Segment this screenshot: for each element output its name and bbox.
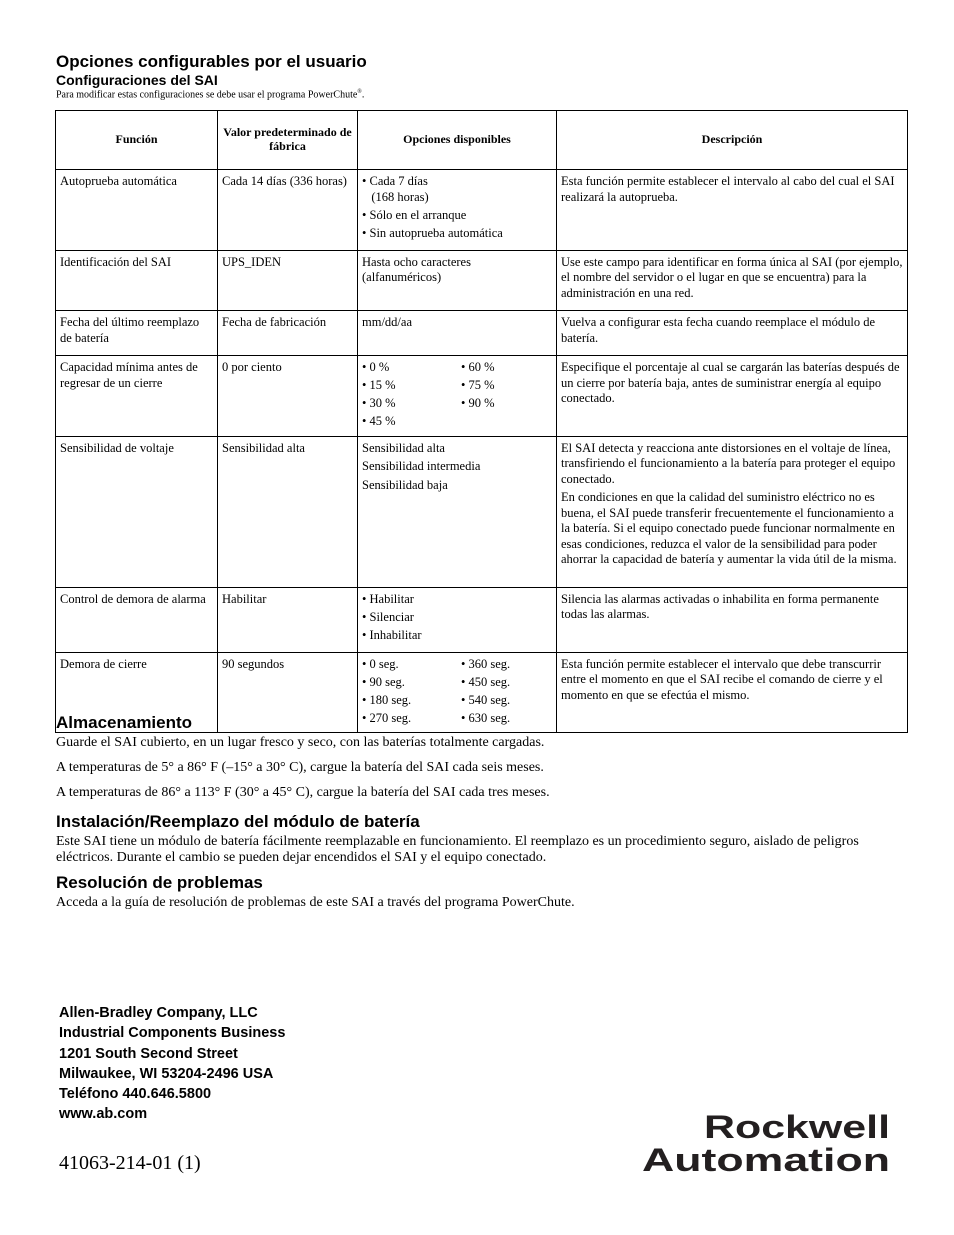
option-item: • Sólo en el arranque bbox=[362, 207, 467, 222]
cell-valor: Fecha de fabricación bbox=[218, 311, 358, 356]
publication-number: 41063-214-01 (1) bbox=[59, 1152, 201, 1174]
option-item: • Cada 7 días bbox=[362, 174, 428, 188]
col-header-descripcion: Descripción bbox=[557, 111, 908, 170]
storage-heading: Almacenamiento bbox=[56, 713, 193, 732]
option-item: • 360 seg. bbox=[461, 656, 511, 671]
col-header-opciones: Opciones disponibles bbox=[358, 111, 557, 170]
col-header-funcion: Función bbox=[56, 111, 218, 170]
storage-paragraph: A temperaturas de 86° a 113° F (30° a 45° C), cargue la batería del SAI cada tres meses. bbox=[56, 785, 550, 800]
section-subtitle: Configuraciones del SAI bbox=[56, 72, 218, 88]
description-text: El SAI detecta y reacciona ante distorsiones en el voltaje de línea, transfiriendo el funcionamiento a la batería para proteger el equipo conectado. bbox=[561, 440, 896, 486]
table-row bbox=[56, 311, 908, 356]
cell-opciones bbox=[358, 587, 557, 652]
config-note-text: Para modificar estas configuraciones se debe usar el programa PowerChute bbox=[56, 89, 358, 101]
option-item: • Habilitar bbox=[362, 591, 414, 606]
rockwell-automation-logo bbox=[642, 1110, 892, 1174]
cell-opciones bbox=[358, 356, 557, 437]
cell-opciones bbox=[358, 436, 557, 587]
cell-funcion: Fecha del último reemplazo de batería bbox=[56, 311, 218, 356]
page-title: Opciones configurables por el usuario bbox=[56, 52, 367, 71]
company-division: Industrial Components Business bbox=[59, 1025, 286, 1042]
cell-valor: UPS_IDEN bbox=[218, 250, 358, 311]
cell-descripcion bbox=[557, 170, 908, 251]
cell-descripcion bbox=[557, 311, 908, 356]
table-row bbox=[56, 356, 908, 437]
option-item: • 45 % bbox=[362, 414, 396, 428]
option-item: • 90 % bbox=[461, 396, 495, 410]
battery-replacement-heading: Instalación/Reemplazo del módulo de batería bbox=[56, 812, 420, 831]
option-item: • Silenciar bbox=[362, 609, 414, 624]
storage-paragraph: Guarde el SAI cubierto, en un lugar fresco y seco, con las baterías totalmente cargadas. bbox=[56, 735, 545, 750]
logo-line-1: Rockwell bbox=[704, 1110, 890, 1145]
option-item: • 0 seg. bbox=[362, 656, 399, 671]
cell-valor: Habilitar bbox=[218, 587, 358, 652]
option-item: • 90 seg. bbox=[362, 674, 405, 689]
phone-number: Teléfono 440.646.5800 bbox=[59, 1086, 212, 1103]
table-row bbox=[56, 250, 908, 311]
cell-opciones bbox=[358, 652, 557, 733]
street-address: 1201 South Second Street bbox=[59, 1045, 238, 1062]
cell-opciones: Hasta ocho caracteres (alfanuméricos) bbox=[358, 250, 557, 311]
option-item: • Sin autoprueba automática bbox=[362, 225, 503, 240]
col-header-valor: Valor predeterminado de fábrica bbox=[218, 111, 358, 170]
cell-descripcion bbox=[557, 587, 908, 652]
option-item: • 180 seg. bbox=[362, 692, 412, 707]
option-item: Sensibilidad alta bbox=[362, 440, 445, 455]
cell-descripcion bbox=[557, 356, 908, 437]
table-header-row bbox=[56, 111, 908, 170]
option-item: (168 horas) bbox=[362, 189, 429, 204]
table-row bbox=[56, 587, 908, 652]
battery-replacement-paragraph: Este SAI tiene un módulo de batería fácilmente reemplazable en funcionamiento. El reemplazo es un procedimiento seguro, aislado de peligros eléctricos. Durante el cambio se pueden dejar encendidos el SAI y el equipo conectado. bbox=[56, 834, 859, 865]
registered-mark: ® bbox=[357, 89, 362, 95]
website: www.ab.com bbox=[59, 1106, 148, 1123]
storage-paragraph: A temperaturas de 5° a 86° F (–15° a 30° C), cargue la batería del SAI cada seis meses. bbox=[56, 760, 544, 775]
config-note-end: . bbox=[361, 89, 365, 101]
description-text: Especifique el porcentaje al cual se cargarán las baterías después de un cierre por batería baja, antes de suministrar energía al equipo conectado. bbox=[561, 360, 900, 405]
description-text: Silencia las alarmas activadas o inhabilita en forma permanente todas las alarmas. bbox=[561, 591, 879, 621]
troubleshooting-paragraph: Acceda a la guía de resolución de problemas de este SAI a través del programa PowerChute. bbox=[56, 895, 575, 910]
cell-opciones bbox=[358, 170, 557, 251]
logo-line-2: Automation bbox=[642, 1142, 890, 1174]
config-note bbox=[56, 89, 364, 100]
company-address bbox=[59, 1003, 285, 1125]
option-item: • 75 % bbox=[461, 378, 495, 392]
option-item: • 450 seg. bbox=[461, 674, 511, 689]
option-item: Sensibilidad baja bbox=[362, 477, 448, 492]
company-name: Allen-Bradley Company, LLC bbox=[59, 1005, 258, 1021]
option-item: • 0 % bbox=[362, 360, 390, 374]
option-item: • 270 seg. bbox=[362, 710, 412, 725]
settings-table bbox=[55, 110, 908, 733]
table-row bbox=[56, 436, 908, 587]
option-item: • Inhabilitar bbox=[362, 627, 422, 642]
option-item: • 630 seg. bbox=[461, 710, 511, 725]
option-item: Sensibilidad intermedia bbox=[362, 459, 481, 473]
cell-opciones: mm/dd/aa bbox=[358, 311, 557, 356]
description-text: Vuelva a configurar esta fecha cuando reemplace el módulo de batería. bbox=[561, 315, 876, 345]
cell-valor: Sensibilidad alta bbox=[218, 436, 358, 587]
cell-funcion: Control de demora de alarma bbox=[56, 587, 218, 652]
troubleshooting-heading: Resolución de problemas bbox=[56, 873, 263, 892]
cell-funcion: Demora de cierre bbox=[56, 652, 218, 733]
description-text: Use este campo para identificar en forma única al SAI (por ejemplo, el nombre del servidor o el lugar en que se encuentra) para la administración en una red. bbox=[561, 254, 903, 300]
cell-descripcion bbox=[557, 652, 908, 733]
description-text: En condiciones en que la calidad del suministro eléctrico no es buena, el SAI puede transferir frecuentemente el funcionamiento a la batería. Si el equipo conectado puede funcionar normalmente en esas condiciones, reduzca el valor de la sensibilidad para poder ahorrar la capacidad de batería y aumentar la vida útil de la misma. bbox=[561, 490, 897, 566]
cell-funcion: Identificación del SAI bbox=[56, 250, 218, 311]
table-row bbox=[56, 170, 908, 251]
cell-funcion: Capacidad mínima antes de regresar de un cierre bbox=[56, 356, 218, 437]
option-item: • 60 % bbox=[461, 360, 495, 374]
cell-valor: 0 por ciento bbox=[218, 356, 358, 437]
description-text: Esta función permite establecer el intervalo al cabo del cual el SAI realizará la autoprueba. bbox=[561, 174, 895, 204]
cell-descripcion bbox=[557, 436, 908, 587]
cell-valor: Cada 14 días (336 horas) bbox=[218, 170, 358, 251]
cell-descripcion bbox=[557, 250, 908, 311]
description-text: Esta función permite establecer el intervalo que debe transcurrir entre el momento en que el SAI recibe el comando de cierre y el momento en que se efectúa el mismo. bbox=[561, 656, 883, 702]
option-item: • 540 seg. bbox=[461, 692, 511, 707]
option-item: • 15 % bbox=[362, 378, 396, 392]
cell-valor: 90 segundos bbox=[218, 652, 358, 733]
city-address: Milwaukee, WI 53204-2496 USA bbox=[59, 1065, 274, 1082]
cell-funcion: Sensibilidad de voltaje bbox=[56, 436, 218, 587]
option-item: • 30 % bbox=[362, 396, 396, 410]
cell-funcion: Autoprueba automática bbox=[56, 170, 218, 251]
